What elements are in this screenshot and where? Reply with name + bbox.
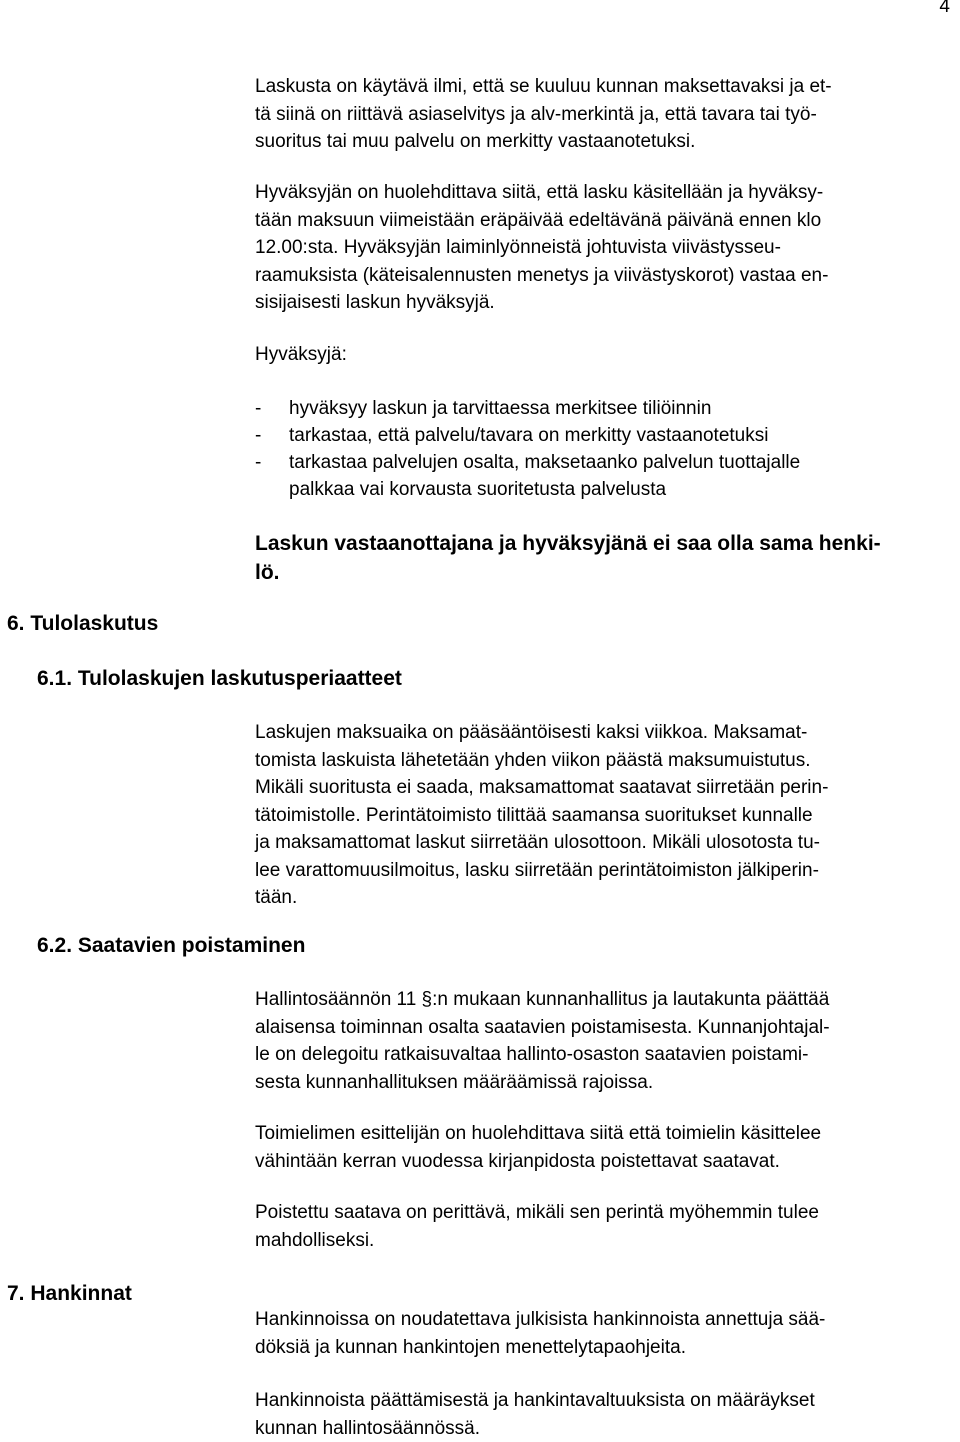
list-dash: - [255, 422, 261, 450]
text-line: Laskun vastaanottajana ja hyväksyjänä ei saa olla sama henki- [255, 529, 960, 558]
invoice-requirements-paragraph [255, 73, 960, 156]
text-line: lö. [255, 558, 960, 587]
text-line: lee varattomuusilmoitus, lasku siirretään perintätoimiston jälkiperin- [255, 857, 960, 885]
list-item-text: tarkastaa, että palvelu/tavara on merkitty vastaanotetuksi [289, 422, 768, 450]
text-line: döksiä ja kunnan hankintojen menettelytapaohjeita. [255, 1334, 960, 1362]
text-line: raamuksista (käteisalennusten menetys ja viivästyskorot) vastaa en- [255, 262, 960, 290]
text-line: Hankinnoissa on noudatettava julkisista hankinnoista annettuja sää- [255, 1306, 960, 1334]
text-line: tään. [255, 884, 960, 912]
text-line: le on delegoitu ratkaisuvaltaa hallinto-osaston saatavien poistami- [255, 1041, 960, 1069]
text-line: suoritus tai muu palvelu on merkitty vastaanotetuksi. [255, 128, 960, 156]
approver-label: Hyväksyjä: [255, 341, 960, 369]
text-line: Mikäli suoritusta ei saada, maksamattomat saatavat siirretään perin- [255, 774, 960, 802]
text-line: tomista laskuista lähetetään yhden viikon päästä maksumuistutus. [255, 747, 960, 775]
text-line: alaisensa toiminnan osalta saatavien poistamisesta. Kunnanjohtajal- [255, 1014, 960, 1042]
bold-note [255, 529, 960, 587]
list-dash: - [255, 395, 261, 423]
procurement-authority-paragraph [255, 1387, 960, 1442]
text-line: Hankinnoista päättämisestä ja hankintavaltuuksista on määräykset [255, 1387, 960, 1415]
text-line: Hallintosäännön 11 §:n mukaan kunnanhallitus ja lautakunta päättää [255, 986, 960, 1014]
section-heading-7: 7. Hankinnat [7, 1280, 132, 1308]
section-heading-6: 6. Tulolaskutus [7, 610, 158, 638]
approver-duty-paragraph [255, 179, 960, 317]
list-item-text: hyväksyy laskun ja tarvittaessa merkitsee tiliöinnin [289, 395, 711, 423]
text-line: tätoimistolle. Perintätoimisto tilittää saamansa suoritukset kunnalle [255, 802, 960, 830]
list-item-text: tarkastaa palvelujen osalta, maksetaanko palvelun tuottajalle [289, 449, 800, 477]
subsection-heading-6-1: 6.1. Tulolaskujen laskutusperiaatteet [37, 665, 402, 693]
text-line: tään maksuun viimeistään eräpäivää edeltävänä päivänä ennen klo [255, 207, 960, 235]
text-line: mahdolliseksi. [255, 1227, 960, 1255]
subsection-heading-6-2: 6.2. Saatavien poistaminen [37, 932, 305, 960]
procurement-rules-paragraph [255, 1306, 960, 1361]
page-number: 4 [939, 0, 950, 21]
list-dash: - [255, 449, 261, 477]
text-line: kunnan hallintosäännössä. [255, 1415, 960, 1442]
removed-receivable-paragraph [255, 1199, 960, 1254]
text-line: vähintään kerran vuodessa kirjanpidosta poistettavat saatavat. [255, 1148, 960, 1176]
text-line: sisijaisesti laskun hyväksyjä. [255, 289, 960, 317]
presenter-duty-paragraph [255, 1120, 960, 1175]
text-line: Toimielimen esittelijän on huolehdittava siitä että toimielin käsittelee [255, 1120, 960, 1148]
text-line: Laskusta on käytävä ilmi, että se kuuluu kunnan maksettavaksi ja et- [255, 73, 960, 101]
text-line: 12.00:sta. Hyväksyjän laiminlyönneistä johtuvista viivästysseu- [255, 234, 960, 262]
list-item-text: palkkaa vai korvausta suoritetusta palvelusta [289, 476, 666, 504]
text-line: Laskujen maksuaika on pääsääntöisesti kaksi viikkoa. Maksamat- [255, 719, 960, 747]
receivables-removal-paragraph [255, 986, 960, 1096]
text-line: tä siinä on riittävä asiaselvitys ja alv-merkintä ja, että tavara tai työ- [255, 101, 960, 129]
text-line: ja maksamattomat laskut siirretään ulosottoon. Mikäli ulosotosta tu- [255, 829, 960, 857]
payment-terms-paragraph [255, 719, 960, 912]
text-line: Hyväksyjän on huolehdittava siitä, että lasku käsitellään ja hyväksy- [255, 179, 960, 207]
text-line: Poistettu saatava on perittävä, mikäli sen perintä myöhemmin tulee [255, 1199, 960, 1227]
text-line: sesta kunnanhallituksen määräämissä rajoissa. [255, 1069, 960, 1097]
